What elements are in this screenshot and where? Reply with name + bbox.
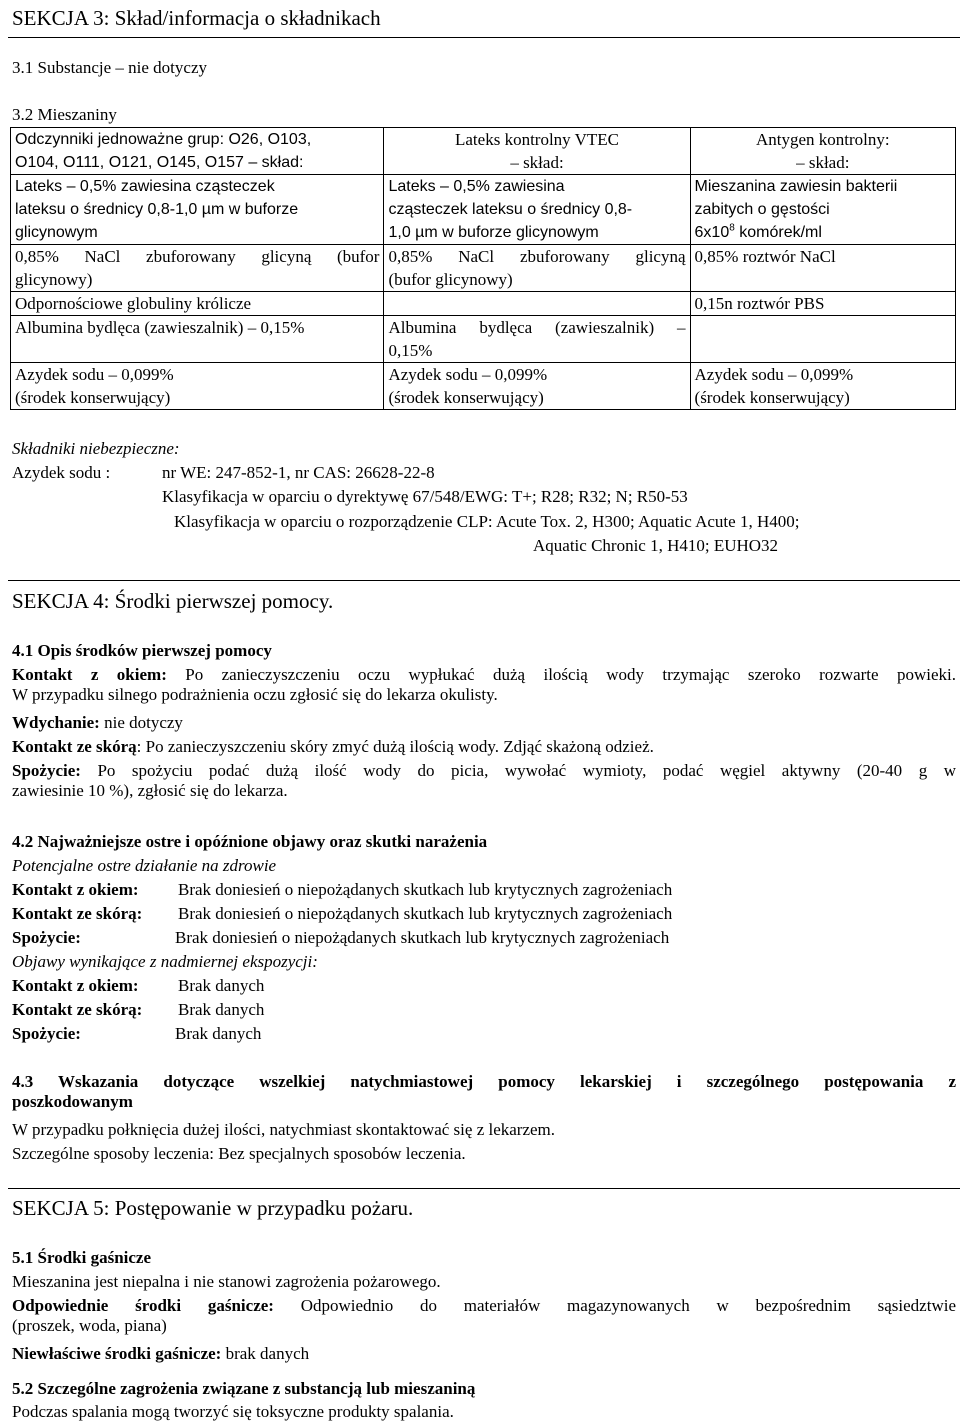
acute-effects-heading: Potencjalne ostre działanie na zdrowie — [12, 856, 277, 875]
table-cell: Lateks – 0,5% zawiesina cząsteczek lateksu o średnicy 0,8-1,0 µm w buforze glicynowym — [11, 175, 384, 245]
acute-ingestion-text: Brak doniesień o niepożądanych skutkach lub krytycznych zagrożeniach — [175, 928, 670, 947]
over-skin-label: Kontakt ze skórą: — [12, 1000, 143, 1019]
over-eye-label: Kontakt z okiem: — [12, 976, 139, 995]
table-row — [11, 175, 956, 245]
subsection-3-1: 3.1 Substancje – nie dotyczy — [12, 58, 207, 77]
inhalation-line: Wdychanie: nie dotyczy — [12, 713, 183, 732]
table-row — [11, 245, 956, 292]
section3-title: SEKCJA 3: Skład/informacja o składnikach — [12, 6, 381, 30]
eye-contact-label: Kontakt z okiem: — [12, 665, 167, 684]
eye-contact-paragraph: Kontakt z okiem: Po zanieczyszczeniu oczu wypłukać dużą ilością wody trzymając szeroko rozwarte powieki. W przypadku silnego podrażnienia oczu zgłosić się do lekarza okulisty. — [12, 665, 956, 704]
table-cell — [690, 316, 955, 363]
table-cell: Lateks – 0,5% zawiesina cząsteczek lateksu o średnicy 0,8- 1,0 µm w buforze glicynowym — [384, 175, 690, 245]
overexposure-heading: Objawy wynikające z nadmiernej ekspozycji: — [12, 952, 318, 971]
table-cell: 0,85% NaCl zbuforowany glicyną (bufor glicynowy) — [384, 245, 690, 292]
classification-clp-cont: Aquatic Chronic 1, H410; EUHO32 — [533, 536, 779, 555]
table-cell: Azydek sodu – 0,099% (środek konserwujący) — [384, 363, 690, 410]
section4-title: SEKCJA 4: Środki pierwszej pomocy. — [12, 589, 334, 613]
mixture-table — [10, 127, 956, 410]
subsection-5-2: 5.2 Szczególne zagrożenia związane z substancją lub mieszaniną — [12, 1379, 476, 1398]
section5-title: SEKCJA 5: Postępowanie w przypadku pożaru. — [12, 1196, 414, 1220]
subsection-3-2: 3.2 Mieszaniny — [12, 105, 117, 124]
section5-rule — [8, 1188, 960, 1189]
table-cell: Albumina bydlęca (zawieszalnik) – 0,15% — [384, 316, 690, 363]
table-cell: Azydek sodu – 0,099% (środek konserwujący) — [690, 363, 955, 410]
acute-eye-label: Kontakt z okiem: — [12, 880, 139, 899]
table-cell: Antygen kontrolny: – skład: — [690, 128, 955, 175]
ingestion-paragraph: Spożycie: Po spożyciu podać dużą ilość wody do picia, wywołać wymioty, podać węgiel aktywny (20-40 g w zawiesinie 10 %), zgłosić się do lekarza. — [12, 761, 956, 800]
classification-clp: Klasyfikacja w oparciu o rozporządzenie CLP: Acute Tox. 2, H300; Aquatic Acute 1, H400; — [174, 512, 800, 531]
section3-rule — [8, 37, 960, 38]
table-cell: 0,15n roztwór PBS — [690, 292, 955, 316]
table-cell: Lateks kontrolny VTEC – skład: — [384, 128, 690, 175]
table-cell: Odczynniki jednoważne grup: O26, O103, O104, O111, O121, O145, O157 – skład: — [11, 128, 384, 175]
skin-contact-line: Kontakt ze skórą: Po zanieczyszczeniu skóry zmyć dużą ilością wody. Zdjąć skażoną odzież. — [12, 737, 654, 756]
table-cell: 0,85% roztwór NaCl — [690, 245, 955, 292]
table-cell: Azydek sodu – 0,099% (środek konserwujący) — [11, 363, 384, 410]
table-row — [11, 292, 956, 316]
acute-eye-text: Brak doniesień o niepożądanych skutkach lub krytycznych zagrożeniach — [178, 880, 673, 899]
acute-skin-label: Kontakt ze skórą: — [12, 904, 143, 923]
table-cell — [384, 292, 690, 316]
non-flammable-note: Mieszanina jest niepalna i nie stanowi zagrożenia pożarowego. — [12, 1272, 441, 1291]
table-cell: Albumina bydlęca (zawieszalnik) – 0,15% — [11, 316, 384, 363]
unsuitable-media-line: Niewłaściwe środki gaśnicze: brak danych — [12, 1344, 310, 1363]
combustion-products: Podczas spalania mogą tworzyć się toksyczne produkty spalania. — [12, 1402, 454, 1421]
over-ingestion-text: Brak danych — [175, 1024, 262, 1043]
hazardous-components-label: Składniki niebezpieczne: — [12, 439, 180, 458]
acute-ingestion-label: Spożycie: — [12, 928, 81, 947]
azide-identifiers: nr WE: 247-852-1, nr CAS: 26628-22-8 — [162, 463, 435, 482]
over-skin-text: Brak danych — [178, 1000, 265, 1019]
table-cell: Mieszanina zawiesin bakterii zabitych o gęstości $6x10^8$ komórek/ml — [690, 175, 955, 245]
table-cell: Odpornościowe globuliny królicze — [11, 292, 384, 316]
table-cell: 0,85% NaCl zbuforowany glicyną (bufor glicynowy) — [11, 245, 384, 292]
acute-skin-text: Brak doniesień o niepożądanych skutkach lub krytycznych zagrożeniach — [178, 904, 673, 923]
table-row — [11, 363, 956, 410]
swallow-advice: W przypadku połknięcia dużej ilości, natychmiast skontaktować się z lekarzem. — [12, 1120, 556, 1139]
classification-dsd: Klasyfikacja w oparciu o dyrektywę 67/548/EWG: T+; R28; R32; N; R50-53 — [162, 487, 688, 506]
subsection-4-2: 4.2 Najważniejsze ostre i opóźnione objawy oraz skutki narażenia — [12, 832, 488, 851]
subsection-4-3: 4.3 Wskazania dotyczące wszelkiej natychmiastowej pomocy lekarskiej i szczególnego postępowania z poszkodowanym — [12, 1072, 956, 1111]
subsection-5-1: 5.1 Środki gaśnicze — [12, 1248, 152, 1267]
over-eye-text: Brak danych — [178, 976, 265, 995]
section4-rule — [8, 580, 960, 581]
special-treatment: Szczególne sposoby leczenia: Bez specjalnych sposobów leczenia. — [12, 1144, 466, 1163]
suitable-media-paragraph: Odpowiednie środki gaśnicze: Odpowiednio do materiałów magazynowanych w bezpośrednim sąsiedztwie (proszek, woda, piana) — [12, 1296, 956, 1335]
azide-label: Azydek sodu : — [12, 463, 111, 482]
over-ingestion-label: Spożycie: — [12, 1024, 81, 1043]
table-row — [11, 316, 956, 363]
subsection-4-1: 4.1 Opis środków pierwszej pomocy — [12, 641, 272, 660]
table-row — [11, 128, 956, 175]
